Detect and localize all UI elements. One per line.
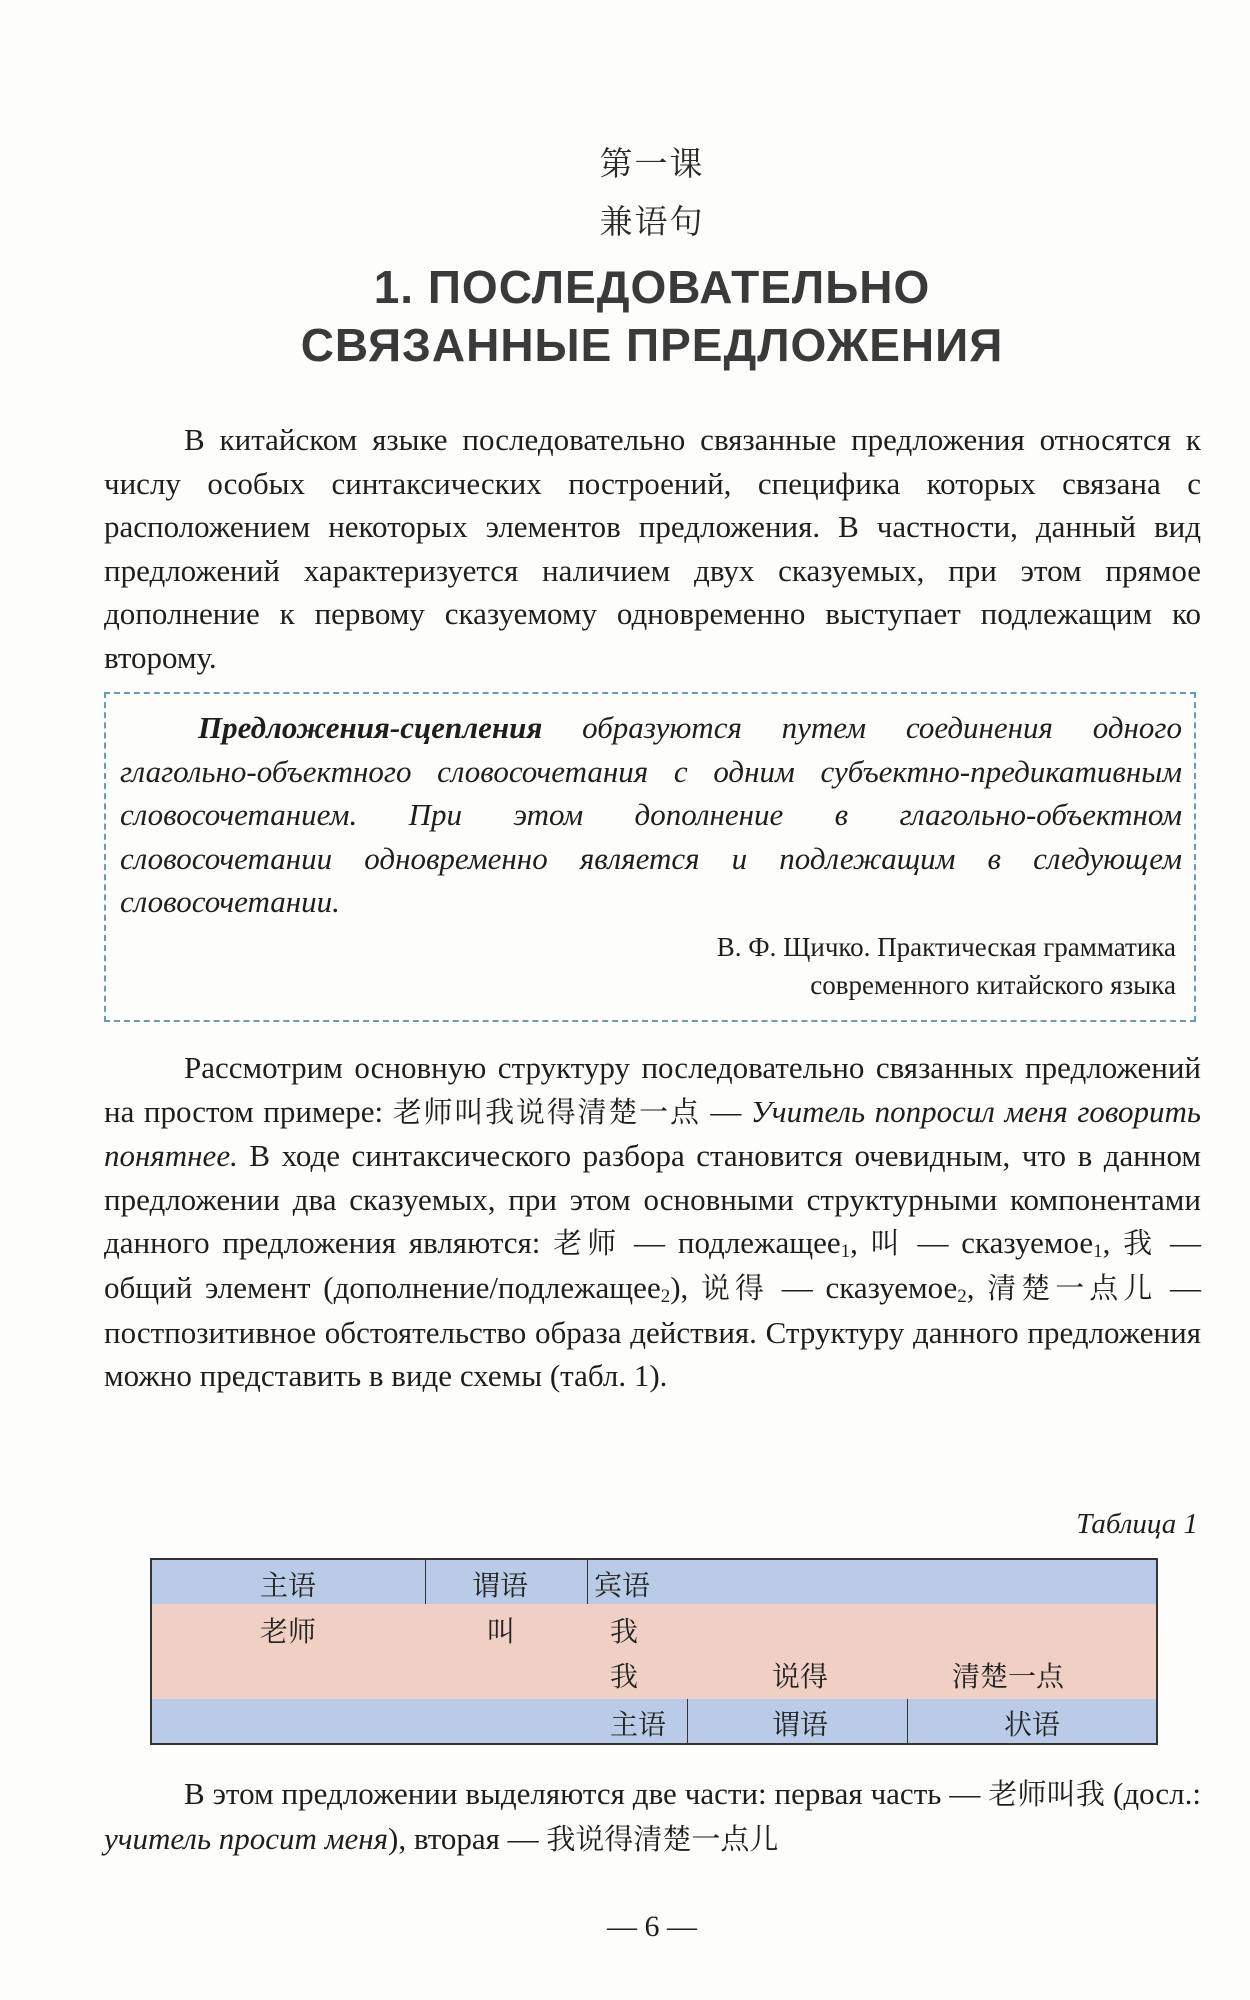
chinese-term: 说得 bbox=[701, 1270, 769, 1305]
definition-text bbox=[120, 706, 1182, 924]
text-run: ), bbox=[670, 1269, 702, 1305]
table-cell-predicate: 谓语 bbox=[772, 1708, 829, 1741]
section-title-line2: СВЯЗАННЫЕ ПРЕДЛОЖЕНИЯ bbox=[300, 319, 1004, 371]
table-divider bbox=[425, 1560, 426, 1604]
table-divider bbox=[907, 1699, 908, 1743]
definition-box bbox=[104, 692, 1196, 1022]
text-run: — сказуемое bbox=[904, 1225, 1094, 1261]
text-run: — подлежащее bbox=[621, 1225, 841, 1261]
chinese-term: 叫 bbox=[870, 1226, 905, 1261]
literal-translation: учитель просит меня bbox=[104, 1820, 389, 1856]
chinese-term: 老师叫我 bbox=[988, 1777, 1106, 1811]
chinese-term: 老师 bbox=[553, 1226, 622, 1261]
chinese-example: 老师叫我说得清楚一点 bbox=[392, 1094, 701, 1129]
page-number: — 6 — bbox=[607, 1910, 697, 1943]
subscript: 2 bbox=[660, 1285, 671, 1307]
source-line1: В. Ф. Щичко. Практическая грамматика bbox=[716, 932, 1176, 962]
text-run: Рассмотрим основную структуру последовательно связанных предложений на простом примере: bbox=[104, 1050, 1201, 1129]
text-run: , bbox=[1102, 1225, 1124, 1261]
section-title bbox=[0, 258, 1250, 374]
syntax-table bbox=[150, 1558, 1158, 1745]
table-cell-object: 宾语 bbox=[594, 1569, 651, 1602]
source-line2: современного китайского языка bbox=[810, 970, 1176, 1000]
text-run: — bbox=[700, 1093, 751, 1129]
table-cell: 清楚一点 bbox=[952, 1660, 1065, 1693]
example-translation: Учитель попросил меня говорить понятнее. bbox=[104, 1093, 1201, 1174]
table-cell-predicate: 谓语 bbox=[472, 1569, 529, 1602]
text-run: — постпозитивное обстоятельство образа действия. Структуру данного предложения можно представить в виде схемы (табл. 1). bbox=[104, 1269, 1201, 1394]
subscript: 1 bbox=[1093, 1241, 1103, 1263]
chinese-term: 我说得清楚一点儿 bbox=[546, 1821, 779, 1856]
table-divider bbox=[587, 1560, 588, 1604]
analysis-paragraph bbox=[104, 1046, 1201, 1398]
table-cell: 老师 bbox=[260, 1615, 317, 1648]
text-run: — общий элемент (дополнение/подлежащее bbox=[104, 1225, 1202, 1305]
chinese-term: 我 bbox=[1123, 1226, 1158, 1261]
table-cell: 我 bbox=[610, 1615, 639, 1648]
table-cell-subject: 主语 bbox=[610, 1708, 667, 1741]
chinese-term: 清楚一点儿 bbox=[987, 1270, 1158, 1305]
table-cell: 说得 bbox=[772, 1660, 829, 1693]
table-cell: 叫 bbox=[487, 1615, 516, 1648]
closing-paragraph bbox=[104, 1772, 1201, 1861]
table-cell-subject: 主语 bbox=[260, 1569, 317, 1602]
subscript: 2 bbox=[957, 1285, 967, 1307]
table-cell: 我 bbox=[610, 1660, 639, 1693]
intro-paragraph: В китайском языке последовательно связанные предложения относятся к числу особых синтаксических построений, специфика которых связана с расположением некоторых элементов предложения. В частности, данный вид предложений характеризуется наличием двух сказуемых, при этом прямое дополнение к первому сказуемому одновременно выступает подлежащим ко второму. bbox=[104, 422, 1201, 675]
topic-heading: 兼语句 bbox=[599, 202, 705, 241]
table-divider bbox=[687, 1699, 688, 1743]
definition-term: Предложения-сцепления bbox=[198, 710, 543, 745]
text-run: , bbox=[850, 1225, 871, 1261]
text-run: В этом предложении выделяются две части: первая часть — bbox=[184, 1776, 989, 1811]
table-cell-adverbial: 状语 bbox=[1004, 1708, 1061, 1741]
text-run: ), вторая — bbox=[388, 1820, 547, 1856]
text-run: (досл.: bbox=[1105, 1776, 1201, 1811]
table-caption: Таблица 1 bbox=[1076, 1508, 1198, 1540]
text-run: В ходе синтаксического разбора становится очевидным, что в данном предложении два сказуемых, при этом основными структурными компонентами данного предложения являются: bbox=[104, 1138, 1201, 1261]
definition-source bbox=[717, 928, 1176, 1004]
definition-body: образуются путем соединения одного глагольно-объектного словосочетания с одним субъектно-предикативным словосочетанием. При этом дополнение в глагольно-объектном словосочетании одновременно является и подлежащим в следующем словосочетании. bbox=[120, 710, 1182, 920]
lesson-heading: 第一课 bbox=[599, 144, 705, 183]
section-title-line1: 1. ПОСЛЕДОВАТЕЛЬНО bbox=[373, 261, 931, 313]
subscript: 1 bbox=[840, 1241, 851, 1263]
text-run: — сказуемое bbox=[769, 1269, 958, 1305]
text-run: , bbox=[966, 1269, 988, 1305]
